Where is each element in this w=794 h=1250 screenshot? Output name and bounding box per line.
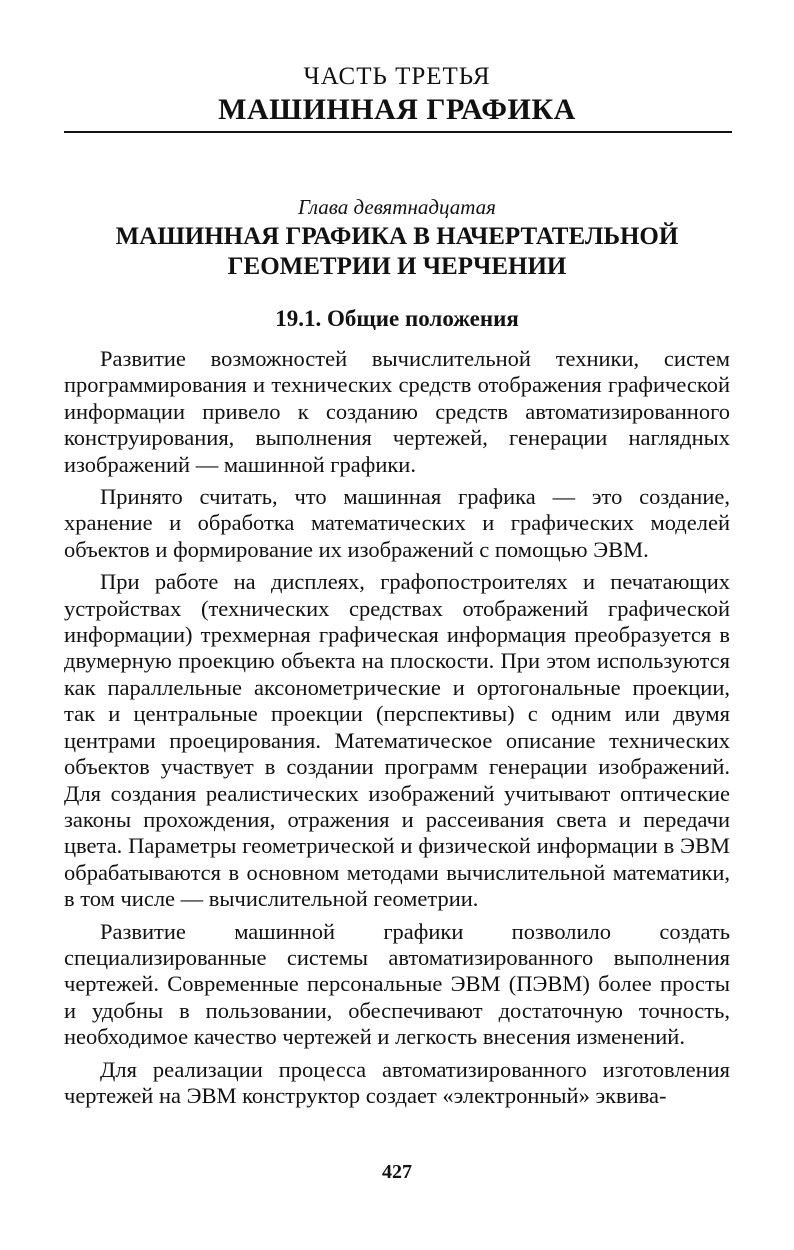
- paragraph: Принято считать, что машинная графика — это создание, хранение и обработка математических и графических моделей объектов и формирование их изображений с помощью ЭВМ.: [64, 484, 730, 562]
- paragraph: Развитие возможностей вычислительной техники, систем программирования и технических средств отображения графической информации привело к созданию средств автоматизированного конструирования, выполнения чертежей, генерации наглядных изображений — машинной графики.: [64, 346, 730, 477]
- title-divider: [64, 131, 732, 133]
- paragraph: При работе на дисплеях, графопостроителях и печатающих устройствах (технических средствах отображений графической информации) трехмерная графическая информация преобразуется в двумерную проекцию объекта на плоскости. При этом используются как параллельные аксонометрические и ортогональные проекции, так и центральные проекции (перспективы) с одним или двумя центрами проецирования. Математическое описание технических объектов участвует в создании программ генерации изображений. Для создания реалистических изображений учитывают оптические законы прохождения, отражения и рассеивания света и передачи цвета. Параметры геометрической и физической информации в ЭВМ обрабатываются в основном методами вычислительной математики, в том числе — вычислительной геометрии.: [64, 569, 730, 912]
- part-label: ЧАСТЬ ТРЕТЬЯ: [303, 63, 491, 90]
- section-title: 19.1. Общие положения: [275, 306, 519, 331]
- paragraph: Развитие машинной графики позволило создать специализированные системы автоматизированного выполнения чертежей. Современные персональные ЭВМ (ПЭВМ) более просты и удобны в пользовании, обеспечивают достаточную точность, необходимое качество чертежей и легкость внесения изменений.: [64, 918, 730, 1050]
- paragraph: Для реализации процесса автоматизированного изготовления чертежей на ЭВМ конструктор создает «электронный» эквива-: [64, 1056, 730, 1108]
- body-text: [64, 346, 730, 1115]
- part-title: МАШИННАЯ ГРАФИКА: [218, 93, 576, 126]
- page-number: 427: [382, 1161, 412, 1183]
- chapter-title: МАШИННАЯ ГРАФИКА В НАЧЕРТАТЕЛЬНОЙ ГЕОМЕТРИИ И ЧЕРЧЕНИИ: [115, 223, 679, 280]
- chapter-label: Глава девятнадцатая: [298, 195, 496, 219]
